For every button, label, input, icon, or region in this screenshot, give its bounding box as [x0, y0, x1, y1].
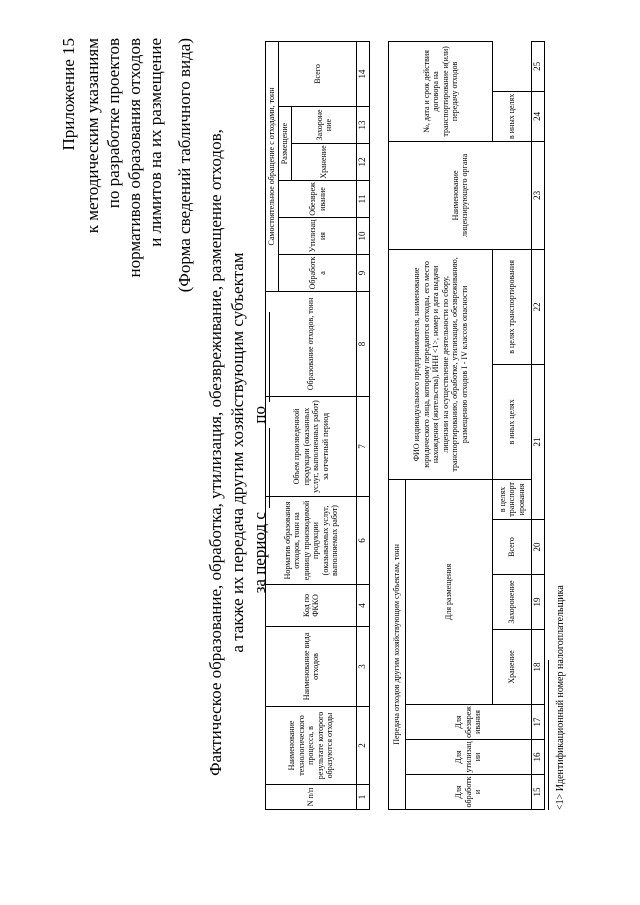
col-utilization-header: Утилизация	[279, 218, 357, 255]
document-title-line-2: а также их передача другим хозяйствующим субъектам	[228, 252, 247, 653]
col-number-cell: 25	[532, 41, 545, 91]
col-fkko-header: Код по ФККО	[266, 585, 357, 627]
form-note: (Форма сведений табличного вида)	[175, 38, 194, 293]
col-number-cell: 8	[357, 292, 370, 397]
col-number-cell: 18	[532, 630, 545, 705]
contract-header: №, дата и срок действия договора на транспортирование и(или) передачу отходов	[389, 41, 493, 141]
appendix-line-3: нормативов образования отходов	[125, 38, 144, 278]
col-contract-other-header: в иных целях	[493, 91, 532, 141]
col-total-header: Всего	[279, 41, 357, 106]
col-for-transport-header: в целях транспортирования	[493, 479, 532, 519]
recipient-header: ФИО индивидуального предпринимателя, наименование юридического лица, которому передаются отходы, его место нахождения (жительства), ИНН <1>, номер и дата выдачи лицензии на осуществление деятельности по сбору, транспортированию, обработке, утилизации, обезвреживанию, размещению отходов I - IV классов опасности	[389, 249, 493, 479]
col-contract-transport-header: в целях транспортирования	[493, 249, 532, 364]
col-number-cell: 2	[357, 707, 370, 785]
col-number-cell: 23	[532, 141, 545, 249]
col-number-cell: 9	[357, 255, 370, 292]
col-number-cell: 15	[532, 775, 545, 810]
col-volume-header: Объем произведенной продукции (оказанных услуг, выполненных работ) за отчетный период	[266, 397, 357, 497]
licensing-body-header: Наименование лицензирующего органа	[389, 141, 532, 249]
appendix-title: Приложение 15	[59, 38, 78, 151]
transfer-table	[388, 41, 545, 810]
document-title-line-1: Фактическое образование, обработка, утилизация, обезвреживание, размещение отходов,	[206, 129, 225, 776]
col-number-cell: 11	[357, 181, 370, 218]
appendix-line-1: к методическим указаниям	[83, 38, 102, 234]
col-number-cell: 4	[357, 585, 370, 627]
col-for-utilization-header: Для утилизации	[406, 740, 532, 775]
col-other-purpose-header: в иных целях	[493, 364, 532, 479]
col-for-processing-header: Для обработки	[406, 775, 532, 810]
transfer-header: Передача отходов другим хозяйствующим субъектам, тонн	[389, 479, 406, 809]
col-number-cell: 19	[532, 575, 545, 630]
col-process-header: Наименование технологического процесса, в результате которого образуются отходы	[266, 707, 357, 785]
col-storage-header: Хранение	[493, 630, 532, 705]
col-number-cell: 12	[357, 144, 370, 181]
col-formation-header: Образование отходов, тонн	[266, 292, 357, 397]
col-number-cell: 7	[357, 397, 370, 497]
col-number-cell: 24	[532, 91, 545, 141]
col-number-cell: 10	[357, 218, 370, 255]
col-burial-header: Захоронение	[493, 575, 532, 630]
col-number-cell: 14	[357, 41, 370, 106]
col-waste-name-header: Наименование вида отходов	[266, 627, 357, 707]
col-number-cell: 22	[532, 249, 545, 364]
self-handling-header: Самостоятельное обращение с отходами, тонн	[266, 41, 279, 291]
col-number-cell: 6	[357, 497, 370, 585]
formation-table	[265, 41, 370, 810]
col-number-cell: 13	[357, 107, 370, 144]
col-burial-header: Захоронение	[292, 107, 357, 144]
period-to-label: по	[250, 405, 269, 424]
col-processing-header: Обработка	[279, 255, 357, 292]
col-number-cell: 16	[532, 740, 545, 775]
col-neutralization-header: Обезвреживание	[279, 181, 357, 218]
col-number-cell: 17	[532, 705, 545, 740]
footnote: <1> Идентификационный номер налогоплательщика	[555, 585, 566, 810]
col-storage-header: Хранение	[292, 144, 357, 181]
col-number-cell: 1	[357, 785, 370, 810]
placement-header: Размещение	[279, 107, 292, 181]
col-number-cell: 3	[357, 627, 370, 707]
col-norm-header: Норматив образования отходов, тонн на единицу производимой продукции (оказываемых услуг, выполняемых работ)	[266, 497, 357, 585]
for-placement-header: Для размещения	[406, 479, 493, 704]
col-num-header: N п/п	[266, 785, 357, 810]
footnote-separator	[548, 660, 549, 810]
appendix-line-2: по разработке проектов	[104, 38, 123, 209]
appendix-line-4: и лимитов на их размещение	[146, 38, 165, 247]
col-for-neutralization-header: Для обезвреживания	[406, 705, 532, 740]
col-total-header: Всего	[493, 520, 532, 575]
col-number-cell: 21	[532, 364, 545, 519]
period-from-label: за период с	[250, 512, 269, 594]
col-number-cell: 20	[532, 520, 545, 575]
